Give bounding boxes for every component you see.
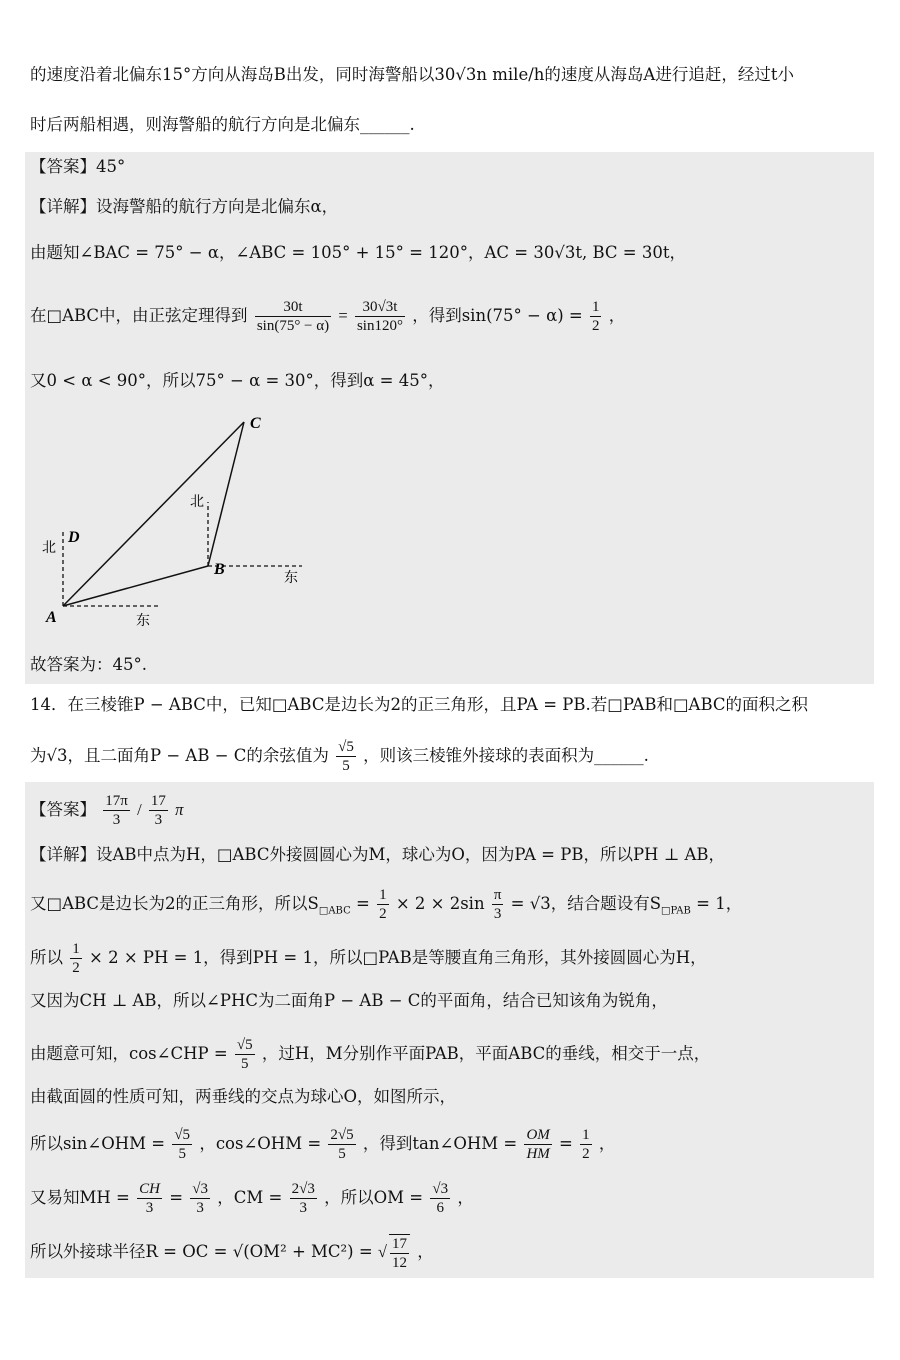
q14-d3-pre: 所以 [30, 948, 63, 967]
q14-d5-pre: 由题意可知，cos∠CHP = [30, 1044, 228, 1063]
q14-stem-fraction-den: 5 [342, 758, 350, 774]
q14-stem-line2 [30, 738, 649, 775]
q14-d3-post: × 2 × PH = 1，得到PH = 1，所以□PAB是等腰直角三角形，其外接圆圆心为H， [89, 948, 707, 967]
q14-d8-end: ， [457, 1188, 474, 1207]
q14-detail-4: 又因为CH ⊥ AB，所以∠PHC为二面角P − AB − C的平面角，结合已知该角为锐角， [30, 991, 668, 1010]
q14-d8-frac3-num: 2√3 [291, 1181, 315, 1197]
q14-d9-pre: 所以外接球半径R = OC = √(OM² + MC²) = [30, 1241, 373, 1261]
q14-d2-frac2-den: 3 [493, 906, 502, 922]
q14-detail-6: 由截面圆的性质可知，两垂线的交点为球心O，如图所示， [30, 1087, 457, 1106]
q14-d8-frac3-den: 3 [299, 1200, 307, 1216]
q14-answer-frac2-num: 17 [150, 793, 166, 809]
q14-answer [30, 792, 183, 829]
q13-step2: 在□ABC中，由正弦定理得到 $\frac{30t}{\sin(75^\circ - \alpha)}$ = $\frac{30√3t}{\sin 120^\circ}$ ，得到sin(75° − α) = $\frac{1}{2}$ ， [30, 299, 626, 334]
q14-d2-frac1-den: 2 [379, 906, 387, 922]
q14-d5-frac-num: √5 [236, 1037, 253, 1053]
q14-answer-frac2-den: 3 [154, 812, 163, 828]
q14-d9-frac-den: 12 [391, 1255, 407, 1271]
q14-d2-frac1 [377, 886, 389, 923]
segment-ab [63, 566, 208, 606]
q14-detail-3 [30, 940, 707, 977]
q14-d7-frac3 [524, 1126, 551, 1163]
q14-d7-frac4-num: 1 [582, 1127, 590, 1143]
q14-answer-pi: π [175, 800, 184, 819]
q14-d7-end: ， [598, 1134, 616, 1153]
q13-detail-intro: 【详解】设海警船的航行方向是北偏东α， [30, 197, 339, 216]
q14-answer-sep: / [137, 800, 142, 819]
sqrt-symbol: √ $\frac{17}{12}$ [378, 1242, 412, 1261]
q14-d8-frac1 [137, 1180, 162, 1217]
q13-fraction-2-num: 30√3t [355, 298, 405, 317]
q14-d2-pre: 又□ABC是边长为2的正三角形，所以S [30, 894, 319, 913]
q14-d7-frac1 [172, 1126, 192, 1163]
segment-bc [208, 422, 244, 566]
q14-answer-frac1-num: 17π [105, 793, 128, 809]
q14-d2-sub2: □PAB [661, 905, 691, 917]
q14-d2-end: = 1， [690, 894, 743, 913]
q14-d7-frac3-den: HM [526, 1146, 550, 1162]
q13-step3: 又0 < α < 90°，所以75° − α = 30°，得到α = 45°， [30, 371, 445, 390]
q14-d7-frac1-num: √5 [174, 1127, 191, 1143]
east-label-b: 东 [284, 570, 298, 586]
q14-d3-frac-den: 2 [72, 960, 80, 976]
q14-d3-frac [70, 940, 82, 977]
segment-ac [63, 422, 244, 606]
q13-stem-line2: 时后两船相遇，则海警船的航行方向是北偏东______. [30, 115, 415, 134]
q13-step2-mid: ，得到sin(75° − α) = [412, 306, 583, 325]
q14-d8-frac3 [290, 1180, 317, 1217]
q14-stem-fraction-num: √5 [338, 739, 354, 755]
q13-stem-line1: 的速度沿着北偏东15°方向从海岛B出发，同时海警船以30√3n mile/h的速度从海岛A进行追赶，经过t小 [30, 65, 794, 84]
q13-fraction-3-num: 1 [591, 299, 600, 315]
q14-d7-mid3: = [559, 1134, 573, 1153]
q14-d2-frac2-num: π [493, 887, 502, 903]
q14-d2-eq: = [350, 894, 376, 913]
q13-step1: 由题知∠BAC = 75° − α，∠ABC = 105° + 15° = 120°，AC = 30√3t, BC = 30t， [30, 243, 686, 262]
q14-d9-frac-num: 17 [391, 1236, 407, 1252]
north-label-a: 北 [42, 540, 56, 556]
q14-d7-frac2 [328, 1126, 355, 1163]
q13-final: 故答案为：45°. [30, 655, 147, 674]
q14-d8-frac4 [430, 1180, 450, 1217]
q13-fraction-3 [590, 298, 602, 335]
q14-d5-frac-den: 5 [241, 1056, 249, 1072]
q14-d8-pre: 又易知MH = [30, 1188, 130, 1207]
q14-answer-frac1 [103, 792, 130, 829]
point-c-label: C [250, 415, 261, 432]
point-b-label: B [214, 561, 225, 578]
q14-d8-eq1: = [169, 1188, 184, 1207]
east-label-a: 东 [136, 613, 150, 629]
q14-d7-frac4-den: 2 [582, 1146, 590, 1162]
q14-d5-post: ，过H，M分别作平面PAB，平面ABC的垂线，相交于一点， [261, 1044, 711, 1063]
q14-detail-9 [30, 1234, 434, 1272]
q14-d8-frac2 [190, 1180, 210, 1217]
q14-answer-frac2 [149, 792, 168, 829]
q14-stem-line2-pre: 为√3，且二面角P − AB − C的余弦值为 [30, 746, 329, 765]
q13-step2-pre: 在□ABC中，由正弦定理得到 [30, 306, 248, 325]
q14-detail-1: 【详解】设AB中点为H，□ABC外接圆圆心为M，球心为O，因为PA = PB，所以PH ⊥ AB， [30, 845, 725, 864]
q14-d8-frac2-den: 3 [196, 1200, 204, 1216]
q14-d7-frac2-den: 5 [338, 1146, 346, 1162]
q14-d5-frac [235, 1036, 255, 1073]
q14-stem-line1: 14．在三棱锥P − ABC中，已知□ABC是边长为2的正三角形，且PA = PB.若□PAB和□ABC的面积之积 [30, 695, 809, 714]
q14-d2-frac2 [492, 886, 504, 923]
q14-detail-2 [30, 886, 742, 923]
q14-answer-frac1-den: 3 [112, 812, 121, 828]
q13-fraction-1-num: 30t [255, 298, 331, 317]
q14-answer-label: 【答案】 [30, 800, 96, 819]
q14-d7-frac2-num: 2√5 [330, 1127, 354, 1143]
q14-stem-fraction [336, 738, 356, 775]
q14-d9-frac [389, 1234, 410, 1272]
point-d-label: D [68, 529, 80, 546]
q13-fraction-1 [255, 298, 331, 335]
q14-d8-frac4-den: 6 [436, 1200, 444, 1216]
q14-d2-mid: × 2 × 2sin [395, 894, 485, 913]
q13-fraction-3-den: 2 [591, 318, 600, 334]
q14-detail-7 [30, 1126, 615, 1163]
q14-d7-mid2: ，得到tan∠OHM = [362, 1134, 518, 1153]
q14-d8-mid: ，CM = [217, 1188, 283, 1207]
point-a-label: A [46, 609, 57, 626]
q14-d9-end: ， [417, 1241, 434, 1261]
q14-d7-pre: 所以sin∠OHM = [30, 1134, 166, 1153]
q14-d8-frac4-num: √3 [432, 1181, 449, 1197]
q14-d7-frac4 [580, 1126, 592, 1163]
q13-answer: 【答案】45° [30, 157, 126, 176]
q14-d3-frac-num: 1 [72, 941, 80, 957]
q14-d7-frac1-den: 5 [178, 1146, 186, 1162]
q14-d2-sub: □ABC [318, 905, 351, 917]
q14-d7-frac3-num: OM [526, 1127, 550, 1143]
north-label-b: 北 [190, 494, 204, 510]
q14-stem-line2-post: ，则该三棱锥外接球的表面积为______. [363, 746, 649, 765]
q14-d8-mid2: ，所以OM = [324, 1188, 424, 1207]
q14-d2-post: = √3，结合题设有S [510, 894, 662, 913]
q14-d7-mid1: ，cos∠OHM = [199, 1134, 322, 1153]
q13-fraction-2-den: sin120° [356, 318, 403, 334]
direction-diagram [30, 410, 350, 630]
q14-d8-frac2-num: √3 [192, 1181, 209, 1197]
q14-detail-8 [30, 1180, 474, 1217]
q14-d8-frac1-num: CH [139, 1181, 160, 1197]
q13-fraction-1-den: sin(75° − α) [256, 318, 330, 334]
q13-fraction-2 [355, 298, 405, 335]
q14-d8-frac1-den: 3 [145, 1200, 154, 1216]
q14-d2-frac1-num: 1 [379, 887, 387, 903]
q14-detail-5 [30, 1036, 710, 1073]
